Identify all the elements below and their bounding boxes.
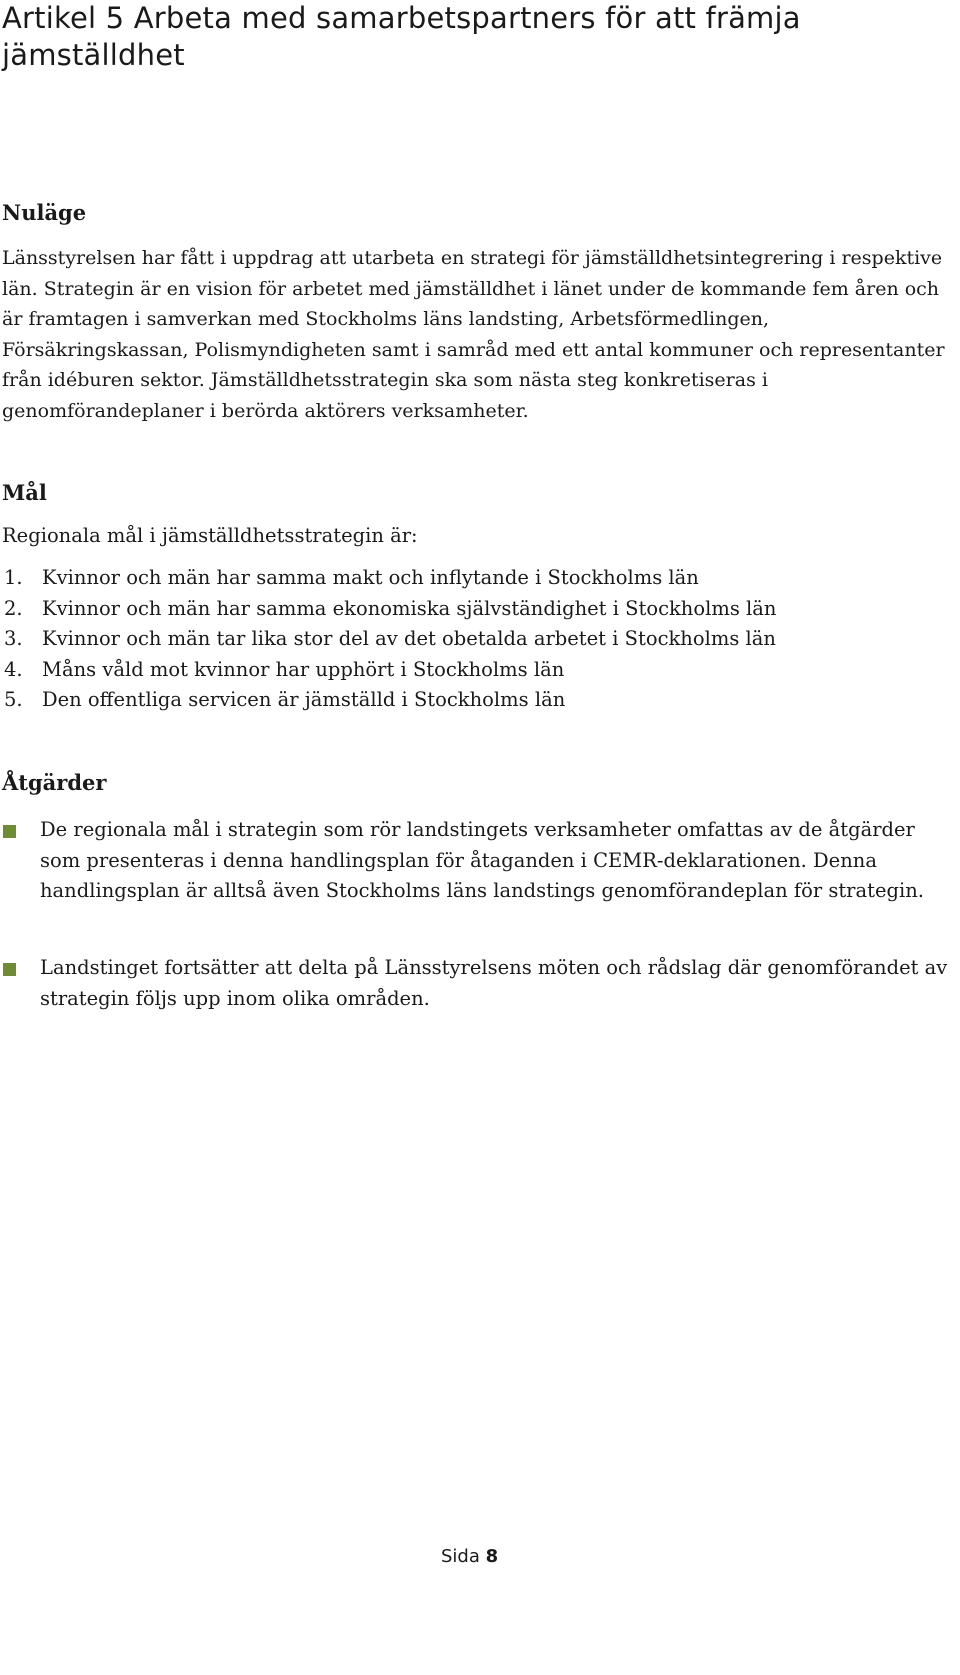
action-bullet-item xyxy=(0,953,950,1014)
goal-text: Kvinnor och män har samma makt och inflytande i Stockholms län xyxy=(42,566,699,589)
article-title: Artikel 5 Arbeta med samarbetspartners för att främja jämställdhet xyxy=(2,1,801,72)
goal-list xyxy=(2,563,776,716)
page-footer xyxy=(441,1546,498,1567)
section-heading-nulage: Nuläge xyxy=(2,200,87,225)
action-text: Landstinget fortsätter att delta på Länsstyrelsens möten och rådslag där genomförandet av strategin följs upp inom olika områden. xyxy=(40,956,948,1010)
action-text: De regionala mål i strategin som rör landstingets verksamheter omfattas av de åtgärder som presenteras i denna handlingsplan för åtaganden i CEMR-deklarationen. Denna handlingsplan är alltså även Stockholms läns landstings genomförandeplan för strategin. xyxy=(40,818,924,902)
goal-item xyxy=(2,655,776,686)
goal-number: 5. xyxy=(4,688,23,711)
goal-text: Kvinnor och män har samma ekonomiska självständighet i Stockholms län xyxy=(42,596,777,620)
section-heading-atgarder: Åtgärder xyxy=(2,770,107,795)
goal-text: Kvinnor och män tar lika stor del av det obetalda arbetet i Stockholms län xyxy=(42,627,776,650)
goal-number: 2. xyxy=(4,596,23,620)
square-bullet-icon xyxy=(3,825,16,838)
goal-item xyxy=(2,594,776,625)
mal-intro: Regionala mål i jämställdhetsstrategin är: xyxy=(2,524,418,547)
page-number: 8 xyxy=(485,1546,499,1567)
goal-item xyxy=(2,624,776,655)
page-label: Sida xyxy=(441,1546,480,1567)
goal-text: Den offentliga servicen är jämställd i Stockholms län xyxy=(42,688,566,711)
section-heading-mal: Mål xyxy=(2,480,47,505)
goal-number: 1. xyxy=(4,566,23,589)
action-bullet-item xyxy=(0,815,950,907)
goal-number: 4. xyxy=(4,657,23,681)
goal-item xyxy=(2,685,776,716)
goal-text: Måns våld mot kvinnor har upphört i Stockholms län xyxy=(42,657,565,681)
goal-number: 3. xyxy=(4,627,23,650)
goal-item xyxy=(2,563,776,594)
square-bullet-icon xyxy=(3,963,16,976)
nulage-paragraph: Länsstyrelsen har fått i uppdrag att utarbeta en strategi för jämställdhetsintegrering i respektive län. Strategin är en vision för arbetet med jämställdhet i länet under de kommande fem åren och är framtagen i samverkan med Stockholms läns landsting, Arbetsförmedlingen, Försäkringskassan, Polismyndigheten samt i samråd med ett antal kommuner och representanter från idéburen sektor. Jämställdhetsstrategin ska som nästa steg konkretiseras i genomförandeplaner i berörda aktörers verksamheter. xyxy=(2,247,945,422)
